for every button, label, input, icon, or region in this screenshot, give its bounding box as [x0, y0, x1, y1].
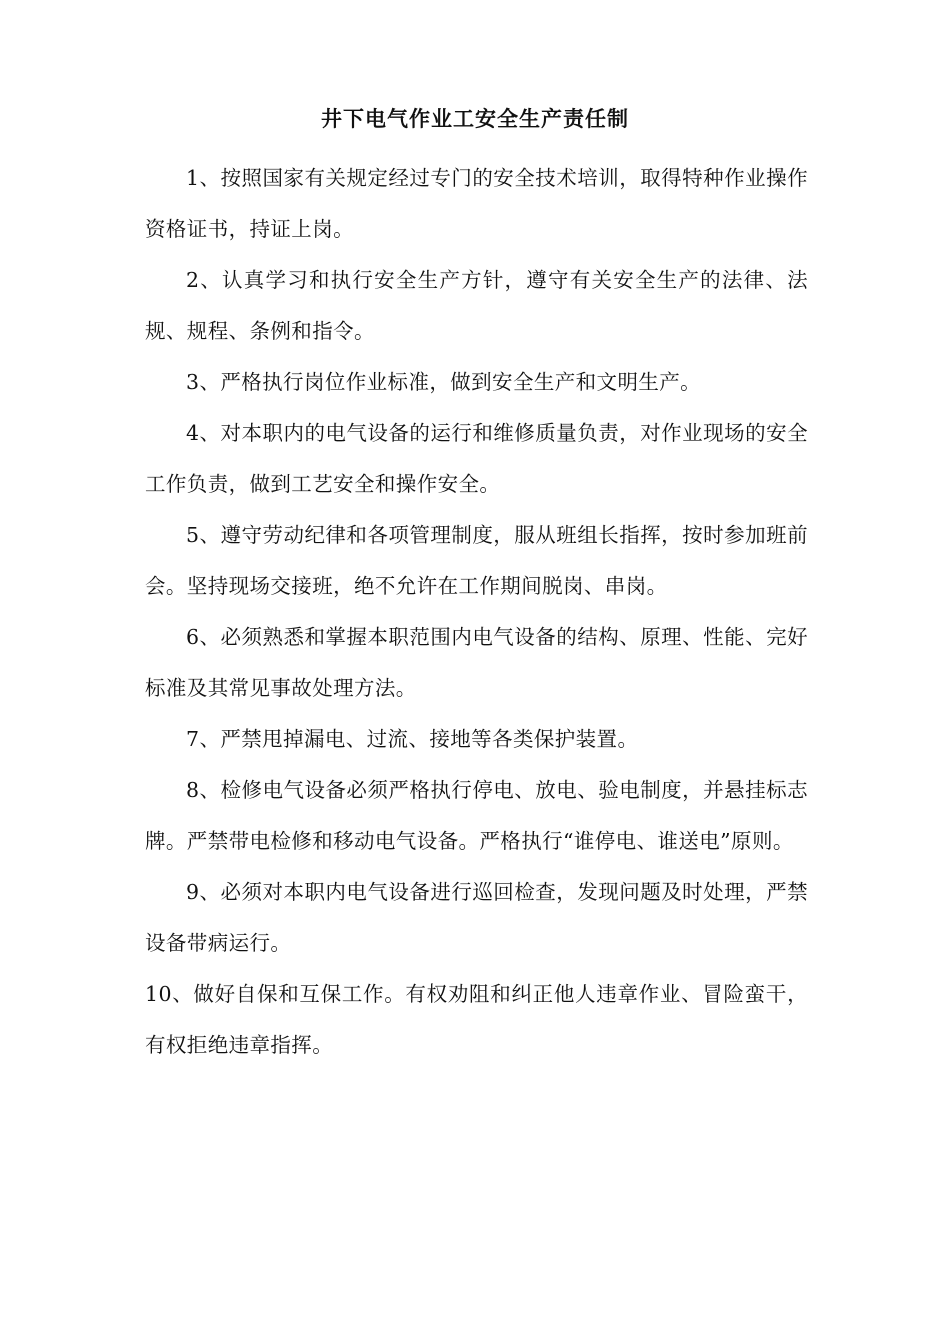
clause-7: 7、严禁甩掉漏电、过流、接地等各类保护装置。 — [186, 727, 639, 751]
document-body — [145, 153, 808, 1071]
clause-2: 2、认真学习和执行安全生产方针，遵守有关安全生产的法律、法规、规程、条例和指令。 — [145, 268, 808, 343]
clause-1: 1、按照国家有关规定经过专门的安全技术培训，取得特种作业操作资格证书，持证上岗。 — [145, 166, 808, 241]
clause-4: 4、对本职内的电气设备的运行和维修质量负责，对作业现场的安全工作负责，做到工艺安全和操作安全。 — [145, 421, 808, 496]
clause-3: 3、严格执行岗位作业标准，做到安全生产和文明生产。 — [186, 370, 702, 394]
clause-9: 9、必须对本职内电气设备进行巡回检查，发现问题及时处理，严禁设备带病运行。 — [145, 880, 808, 955]
clause-5: 5、遵守劳动纪律和各项管理制度，服从班组长指挥，按时参加班前会。坚持现场交接班，绝不允许在工作期间脱岗、串岗。 — [145, 523, 808, 598]
document-title: 井下电气作业工安全生产责任制 — [321, 107, 629, 131]
clause-10: 10、做好自保和互保工作。有权劝阻和纠正他人违章作业、冒险蛮干，有权拒绝违章指挥。 — [145, 982, 808, 1057]
clause-6: 6、必须熟悉和掌握本职范围内电气设备的结构、原理、性能、完好标准及其常见事故处理方法。 — [145, 625, 808, 700]
clause-8: 8、检修电气设备必须严格执行停电、放电、验电制度，并悬挂标志牌。严禁带电检修和移动电气设备。严格执行“谁停电、谁送电”原则。 — [145, 778, 808, 853]
